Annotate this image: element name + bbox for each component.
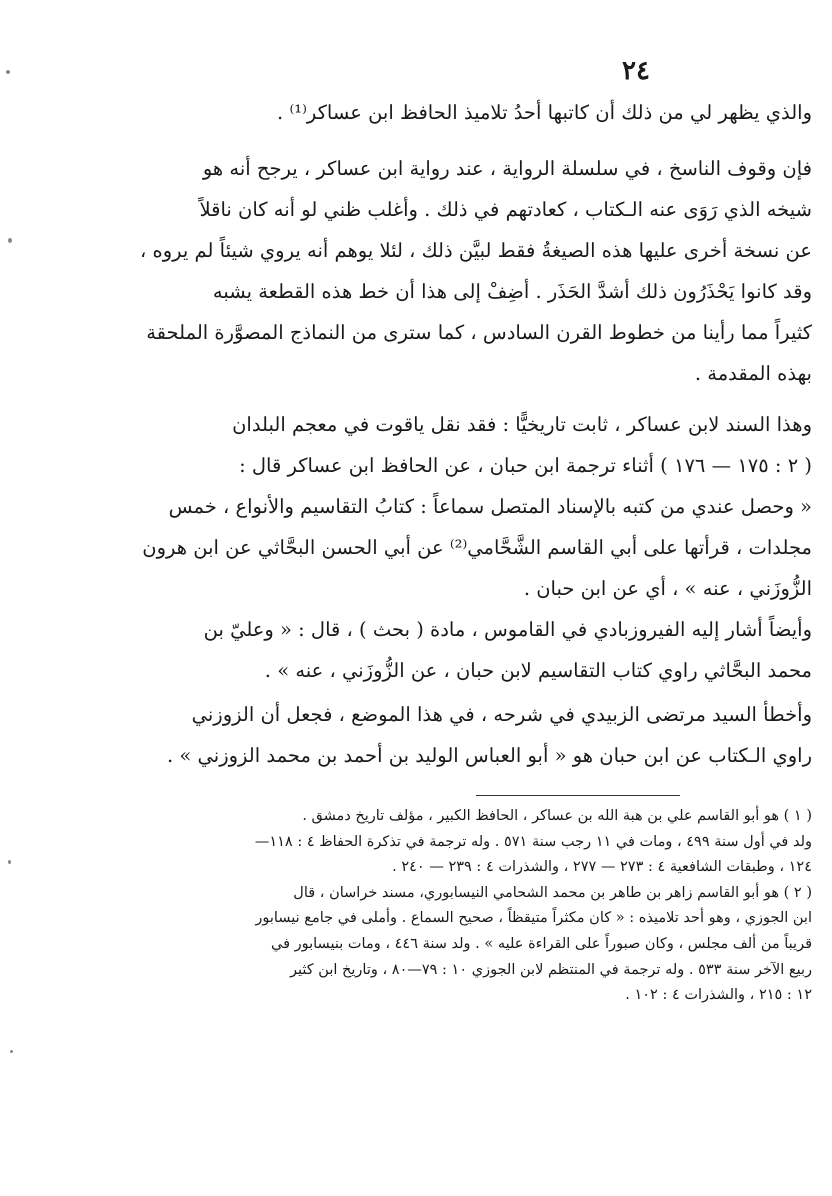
footnote-line: ١٢٤ ، وطبقات الشافعية ٤ : ٢٧٣ — ٢٧٧ ، والشذرات ٤ : ٢٣٩ — ٢٤٠ . xyxy=(392,859,812,876)
page-number: ٢٤ xyxy=(622,56,650,86)
paragraph-1 xyxy=(120,92,812,133)
text-line: والذي يظهر لي من ذلك أن كاتبها أحدُ تلاميذ الحافظ ابن عساكر⁽¹⁾ . xyxy=(277,101,812,124)
footnote-line: قريباً من ألف مجلس ، وكان صبوراً على القراءة عليه » . ولد سنة ٤٤٦ ، ومات بنيسابور في xyxy=(270,935,812,952)
text-line: شيخه الذي رَوَى عنه الـكتاب ، كعادتهم في ذلك . وأغلب ظني لو أنه كان ناقلاً xyxy=(199,198,812,221)
paragraph-3 xyxy=(120,404,812,609)
text-line: الزُّوزَني ، عنه » ، أي عن ابن حبان . xyxy=(523,577,812,600)
paragraph-2 xyxy=(120,148,812,394)
footnote-line: ابن الجوزي ، وهو أحد تلاميذه : « كان مكثراً متيقظاً ، صحيح السماع . وأملى في جامع نيسابور xyxy=(255,910,812,927)
scan-speck xyxy=(8,238,12,243)
text-line: « وحصل عندي من كتبه بالإسناد المتصل سماعاً : كتابُ التقاسيم والأنواع ، خمس xyxy=(168,495,812,518)
footnote-line: ١٢ : ٢١٥ ، والشذرات ٤ : ١٠٢ . xyxy=(625,987,812,1004)
text-line: عن نسخة أخرى عليها هذه الصيغةُ فقط لبيَّن ذلك ، لئلا يوهم أنه يروي شيئاً لم يروه ، xyxy=(140,239,812,262)
footnotes xyxy=(120,804,812,1009)
scan-speck xyxy=(10,1050,13,1053)
text-line: محمد البحَّاثي راوي كتاب التقاسيم لابن حبان ، عن الزُّوزَني ، عنه » . xyxy=(264,659,812,682)
footnote-divider xyxy=(476,795,680,796)
text-line: راوي الـكتاب عن ابن حبان هو « أبو العباس الوليد بن أحمد بن محمد الزوزني » . xyxy=(166,744,812,767)
paragraph-4 xyxy=(120,609,812,691)
text-line: مجلدات ، قرأتها على أبي القاسم الشَّحَّامي⁽²⁾ عن أبي الحسن البحَّاثي عن ابن هرون xyxy=(142,536,812,559)
text-line: وقد كانوا يَحْذَرُون ذلك أشدَّ الحَذَر . أضِفْ إلى هذا أن خط هذه القطعة يشبه xyxy=(212,280,812,303)
footnote-line: ( ٢ ) هو أبو القاسم زاهر بن طاهر بن محمد الشحامي النيسابوري، مسند خراسان ، قال xyxy=(293,884,812,901)
text-line: وأخطأ السيد مرتضى الزبيدي في شرحه ، في هذا الموضع ، فجعل أن الزوزني xyxy=(191,703,812,726)
text-line: بهذه المقدمة . xyxy=(694,362,812,385)
scan-speck xyxy=(6,70,10,74)
text-line: وهذا السند لابن عساكر ، ثابت تاريخيًّا : فقد نقل ياقوت في معجم البلدان xyxy=(232,413,812,436)
footnote-line: ربيع الآخر سنة ٥٣٣ . وله ترجمة في المنتظم لابن الجوزي ١٠ : ٧٩—٨٠ ، وتاريخ ابن كثير xyxy=(290,961,812,978)
text-line: ( ٢ : ١٧٥ — ١٧٦ ) أثناء ترجمة ابن حبان ، عن الحافظ ابن عساكر قال : xyxy=(239,454,812,477)
footnote-line: ولد في أول سنة ٤٩٩ ، ومات في ١١ رجب سنة ٥٧١ . وله ترجمة في تذكرة الحفاظ ٤ : ١١٨— xyxy=(254,833,812,850)
text-line: وأيضاً أشار إليه الفيروزبادي في القاموس ، مادة ( بحث ) ، قال : « وعليّ بن xyxy=(203,618,812,641)
scan-speck xyxy=(8,860,11,864)
text-line: فإن وقوف الناسخ ، في سلسلة الرواية ، عند رواية ابن عساكر ، يرجح أنه هو xyxy=(202,157,812,180)
paragraph-5 xyxy=(120,694,812,776)
footnote-line: ( ١ ) هو أبو القاسم علي بن هبة الله بن عساكر ، الحافظ الكبير ، مؤلف تاريخ دمشق . xyxy=(302,808,812,824)
text-line: كثيراً مما رأينا من خطوط القرن السادس ، كما سترى من النماذج المصوَّرة الملحقة xyxy=(146,321,812,344)
